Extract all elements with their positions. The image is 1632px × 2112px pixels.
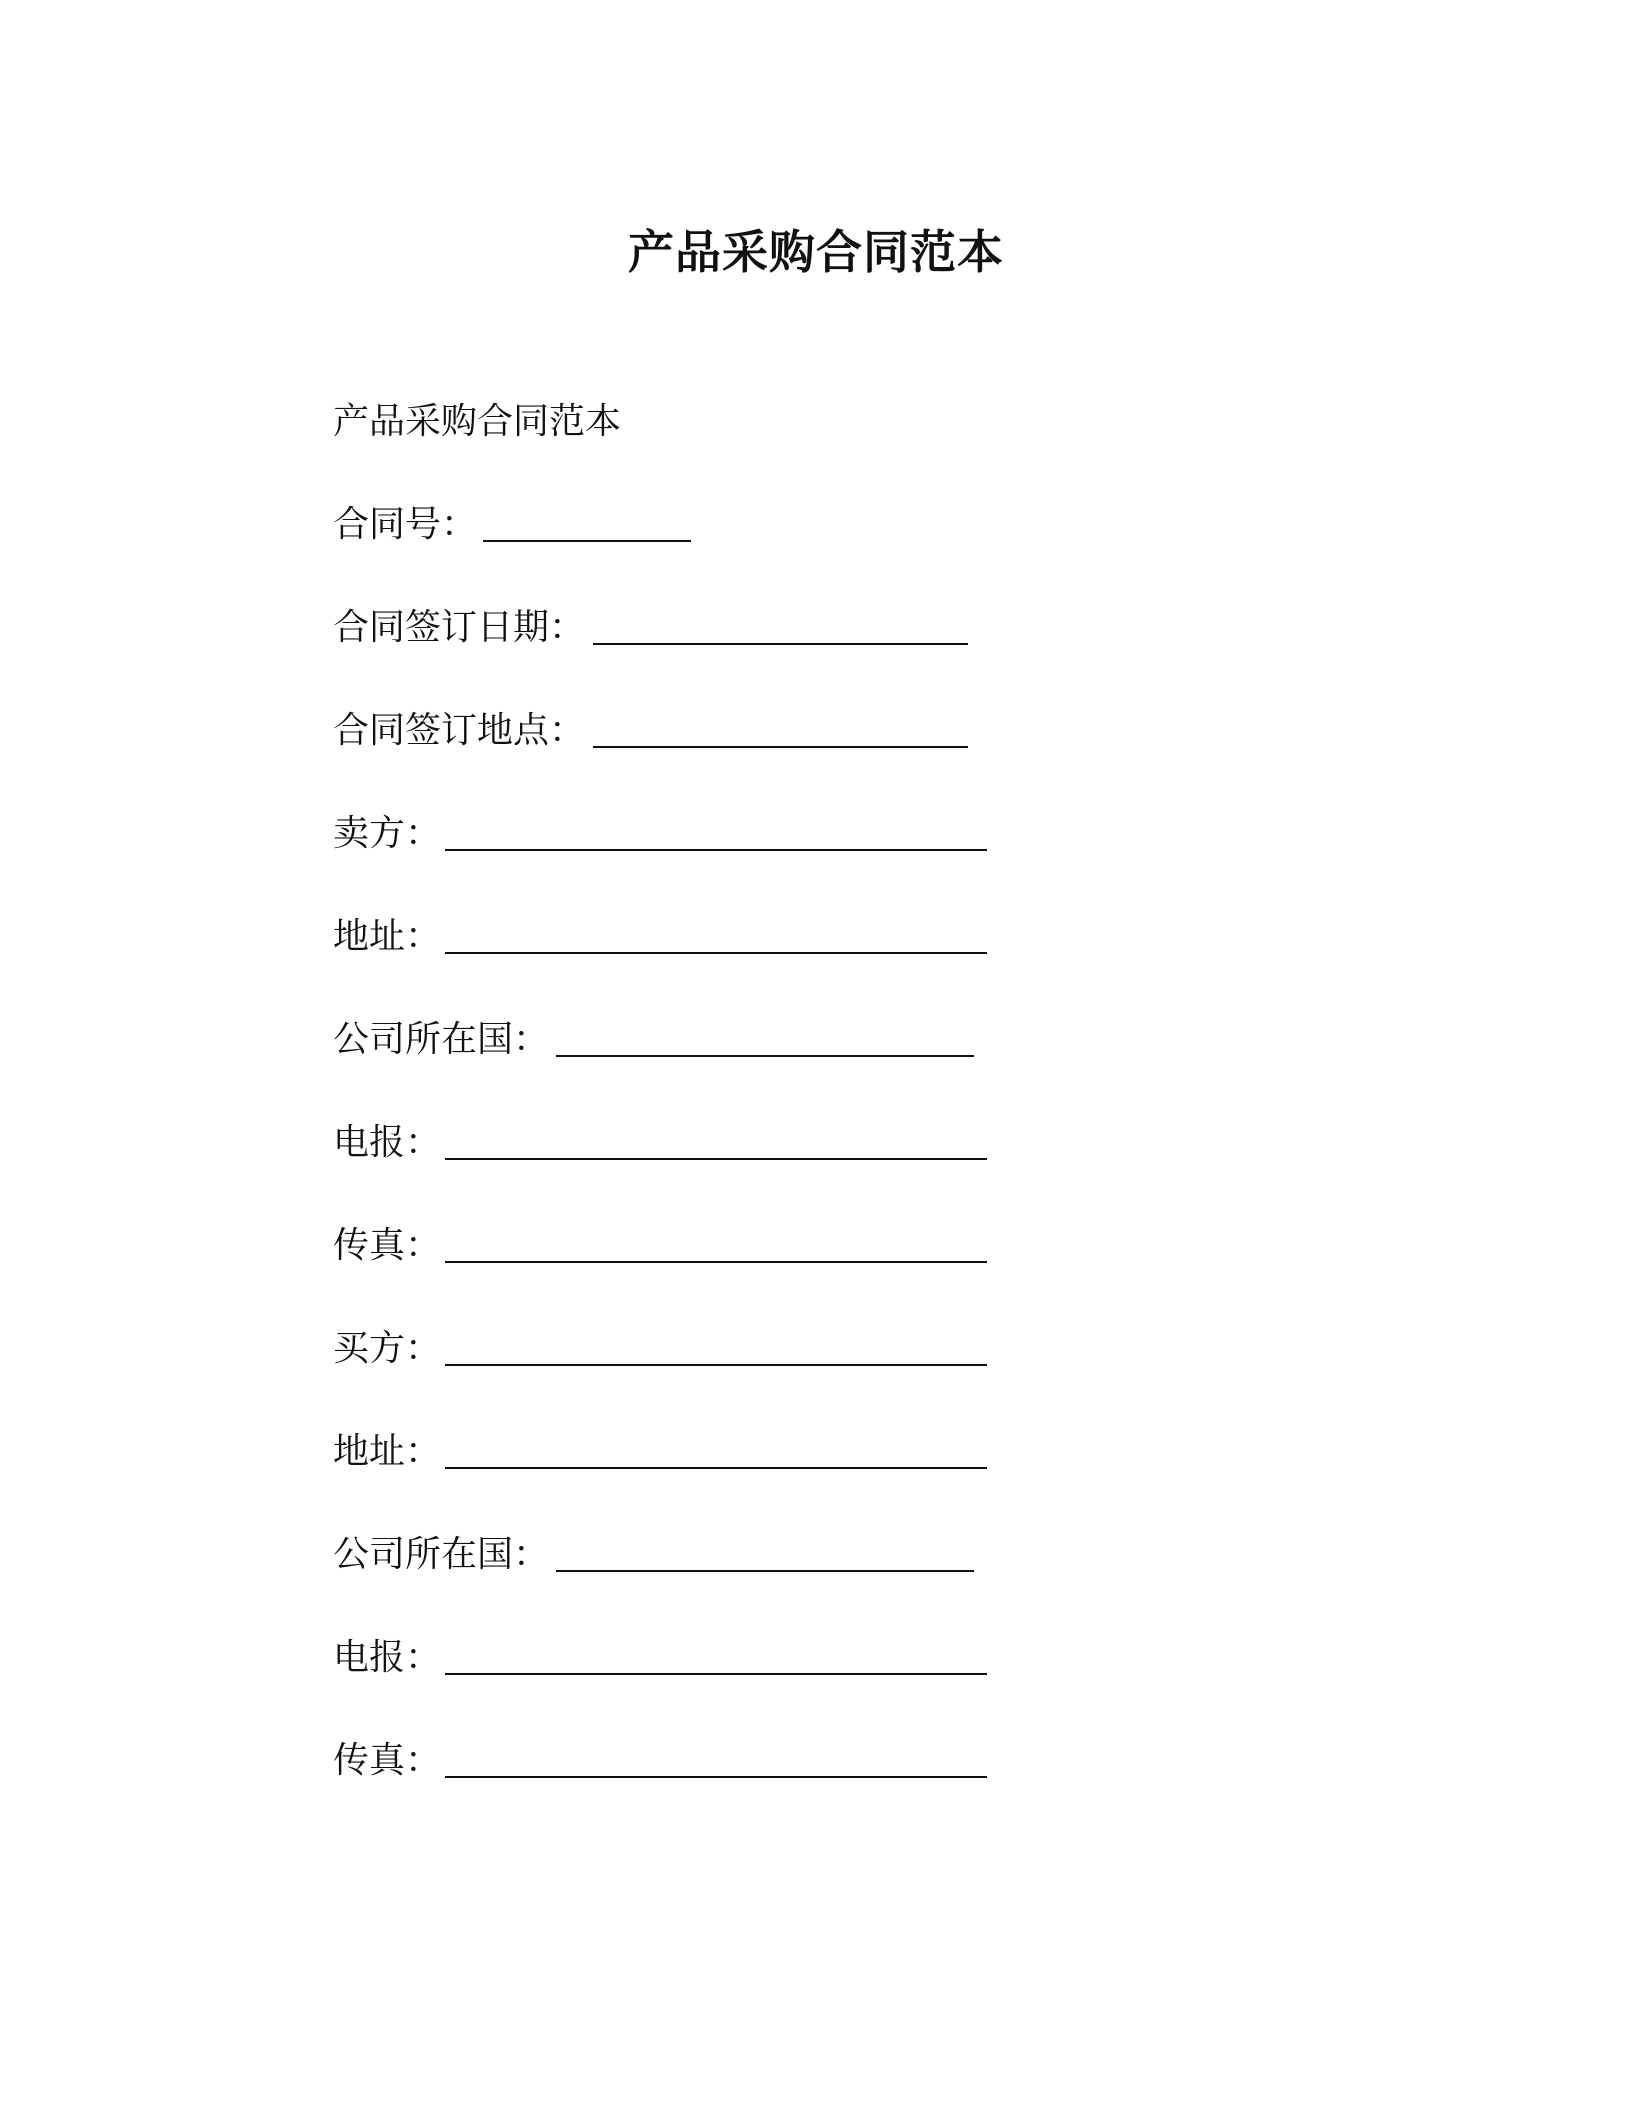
- field-seller-address: [333, 907, 1333, 967]
- fill-in-blank: [593, 746, 968, 748]
- field-label: 买方：: [333, 1328, 442, 1369]
- fill-in-blank: [445, 1467, 987, 1469]
- field-buyer-telegram: [333, 1628, 1333, 1688]
- field-buyer: [333, 1319, 1333, 1379]
- fill-in-blank: [445, 1261, 987, 1263]
- fill-in-blank: [445, 1158, 987, 1160]
- field-seller-country: [333, 1010, 1333, 1070]
- field-label: 合同签订日期：: [333, 607, 586, 648]
- field-label: 公司所在国：: [333, 1019, 550, 1060]
- field-label: 地址：: [333, 1431, 442, 1472]
- field-buyer-country: [333, 1525, 1333, 1585]
- fill-in-blank: [445, 1673, 987, 1675]
- fill-in-blank: [445, 1364, 987, 1366]
- field-label: 传真：: [333, 1225, 442, 1266]
- document-title: 产品采购合同范本: [628, 225, 1004, 279]
- field-label: 电报：: [333, 1122, 442, 1163]
- field-label: 传真：: [333, 1740, 442, 1781]
- document-subtitle: 产品采购合同范本: [333, 401, 622, 442]
- field-signing-place: [333, 701, 1333, 761]
- field-label: 公司所在国：: [333, 1534, 550, 1575]
- fill-in-blank: [556, 1055, 974, 1057]
- document-body: [333, 392, 1333, 1791]
- field-seller-telegram: [333, 1113, 1333, 1173]
- field-seller-fax: [333, 1216, 1333, 1276]
- field-contract-number: [333, 495, 1333, 555]
- field-label: 合同号：: [333, 504, 478, 545]
- field-seller: [333, 804, 1333, 864]
- field-label: 卖方：: [333, 813, 442, 854]
- field-label: 电报：: [333, 1637, 442, 1678]
- fill-in-blank: [593, 643, 968, 645]
- field-buyer-address: [333, 1422, 1333, 1482]
- field-buyer-fax: [333, 1731, 1333, 1791]
- fill-in-blank: [445, 1776, 987, 1778]
- field-label: 地址：: [333, 916, 442, 957]
- fill-in-blank: [445, 849, 987, 851]
- fill-in-blank: [483, 540, 691, 542]
- fill-in-blank: [556, 1570, 974, 1572]
- field-label: 合同签订地点：: [333, 710, 586, 751]
- field-signing-date: [333, 598, 1333, 658]
- fill-in-blank: [445, 952, 987, 954]
